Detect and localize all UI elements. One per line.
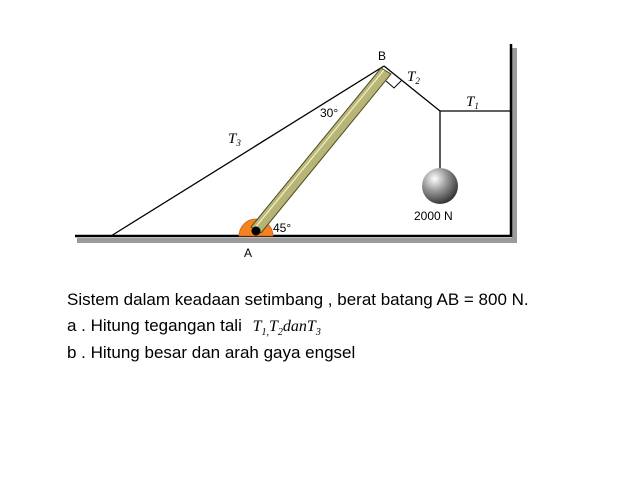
ground-shadow (77, 238, 512, 243)
weight-ball (422, 168, 458, 204)
label-t2: $T_2$ (407, 69, 420, 86)
label-point-a: A (244, 246, 253, 260)
rod-ab (251, 68, 391, 233)
rope-t3 (111, 66, 384, 236)
part-a-text: a . Hitung tegangan tali (67, 316, 242, 335)
label-angle-b: 30° (320, 106, 339, 120)
label-angle-a: 45° (273, 221, 292, 235)
problem-part-b: b . Hitung besar dan arah gaya engsel (67, 343, 356, 362)
hinge-pin (252, 227, 261, 236)
wall-shadow (512, 48, 517, 243)
problem-statement: Sistem dalam keadaan setimbang , berat batang AB = 800 N. (67, 290, 529, 309)
rod-ab-highlight (254, 70, 384, 229)
right-angle-marker (386, 80, 402, 88)
label-point-b: B (378, 49, 387, 63)
label-weight: 2000 N (414, 209, 453, 223)
label-t3: $T_3$ (228, 131, 241, 148)
part-a-variables: $T_{1,}T_2danT_3$ (252, 318, 321, 339)
label-t1: $T_1$ (466, 94, 479, 111)
problem-part-a (67, 316, 321, 338)
